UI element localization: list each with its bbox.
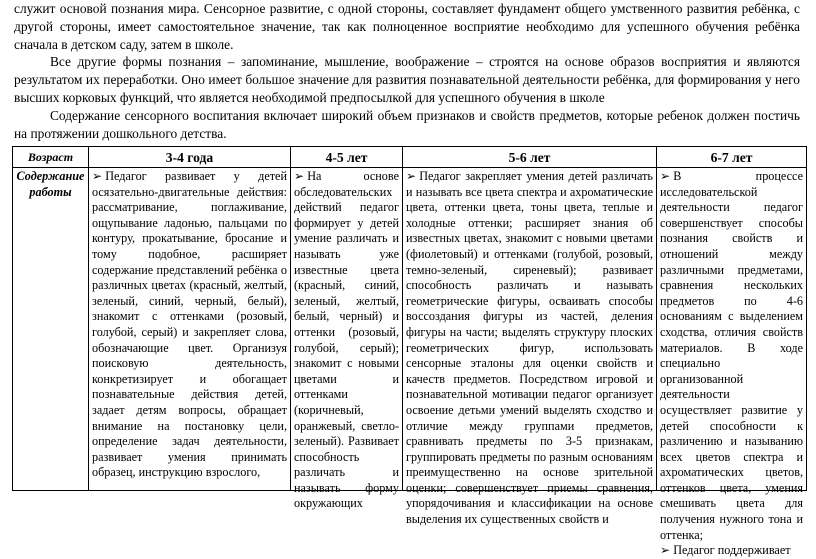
cell-3-4-text: Педагог развивает у детей осязательно-двигательные действия: рассматривание, поглаживание, ощупывание ладонью, пальцами по контуру, прокатывание, бросание и тому подобное, расширяет содержание представлений ребёнка о различных цветах (красный, желтый, зеленый, синий, черный, белый), знакомит с оттенками (розовый, голубой, серый) и закрепляет слова, обозначающие цвет. Организуя поисковую деятельность, конкретизирует и обогащает познавательные действия детей, задает детям вопросы, обращает внимание на постановку цели, определение задач деятельности, развивает умения принимать образец, инструкцию взрослого, [92, 169, 287, 480]
paragraph-2: Все другие формы познания – запоминание, мышление, воображение – строятся на основе образов восприятия и являются результатом их переработки. Оно имеет большое значение для развития познавательной деятельности ребёнка, для формирования у него высших корковых функций, что является необходимой предпосылкой для успешного обучения в школе [14, 54, 800, 105]
header-5-6: 5-6 лет [403, 147, 657, 168]
cell-4-5-text: На основе обследовательских действий педагог формирует у детей умение различать и называть уже известные цвета (красный, синий, зеленый, желтый, белый, черный) и оттенки (розовый, голубой, серый); знакомит с новыми цветами и оттенками (коричневый, оранжевый, светло-зеленый). Развивает способность различать и называть форму окружающих [294, 169, 399, 511]
cell-5-6 [403, 168, 657, 527]
header-4-5: 4-5 лет [291, 147, 403, 168]
cell-6-7-text: В процессе исследовательской деятельности педагог совершенствует способы познания свойств и отношений между различными предметами, сравнения нескольких предметов по 4-6 основаниям с выделением сходства, отличия свойств материалов. В ходе специально организованной деятельности осуществляет развитие у детей способности к различению и называнию всех цветов спектра и ахроматических цветов, оттенков цвета, умения смешивать цвета для получения нужного тона и оттенка; [660, 169, 803, 542]
cell-6-7-text-2: Педагог поддерживает [673, 543, 791, 558]
cell-5-6-text: Педагог закрепляет умения детей различать и называть все цвета спектра и ахроматические цвета, оттенки цвета, тоны цвета, теплые и холодные оттенки; расширяет знания об известных цветах, знакомит с новыми цветами (фиолетовый) и оттенками (голубой, розовый, темно-зеленый, сиреневый); развивает способность различать и называть геометрические фигуры, осваивать способы воссоздания фигуры из частей, деления фигуры на части; выделять структуру плоских геометрических фигур, использовать сенсорные эталоны для оценки свойств и качеств предметов. Посредством игровой и познавательной мотивации педагог организует освоение детьми умений выделять сходство и отличие между группами предметов, сравнивать предметы по 3-5 признакам, группировать предметы по разным основаниям преимущественно на основе зрительной оценки; совершенствует приемы сравнения, упорядочивания и классификации на основе выделения их существенных свойств и [406, 169, 653, 527]
intro-text [14, 0, 800, 142]
cell-6-7 [657, 168, 807, 558]
table-header-row [13, 147, 807, 168]
paragraph-1: служит основой познания мира. Сенсорное развитие, с одной стороны, составляет фундамент общего умственного развития ребёнка, с другой стороны, имеет самостоятельное значение, так как полноценное восприятие необходимо для успешного обучения ребёнка сначала в детском саду, затем в школе. [14, 1, 800, 52]
bullet-arrow-icon: ➢ [406, 169, 417, 183]
header-age: Возраст [13, 147, 89, 168]
paragraph-3: Содержание сенсорного воспитания включает широкий объем признаков и свойств предметов, которые ребенок должен постичь на протяжении дошкольного детства. [14, 107, 800, 141]
cell-3-4 [89, 168, 291, 491]
table-row [13, 168, 807, 491]
cell-4-5 [291, 168, 403, 511]
bullet-arrow-icon: ➢ [660, 543, 671, 558]
header-6-7: 6-7 лет [657, 147, 807, 168]
bullet-arrow-icon: ➢ [660, 169, 671, 183]
bullet-arrow-icon: ➢ [92, 169, 103, 183]
sensory-table [12, 146, 807, 558]
row-label: Содержание работы [13, 168, 89, 491]
bullet-arrow-icon: ➢ [294, 169, 305, 183]
header-3-4: 3-4 года [89, 147, 291, 168]
